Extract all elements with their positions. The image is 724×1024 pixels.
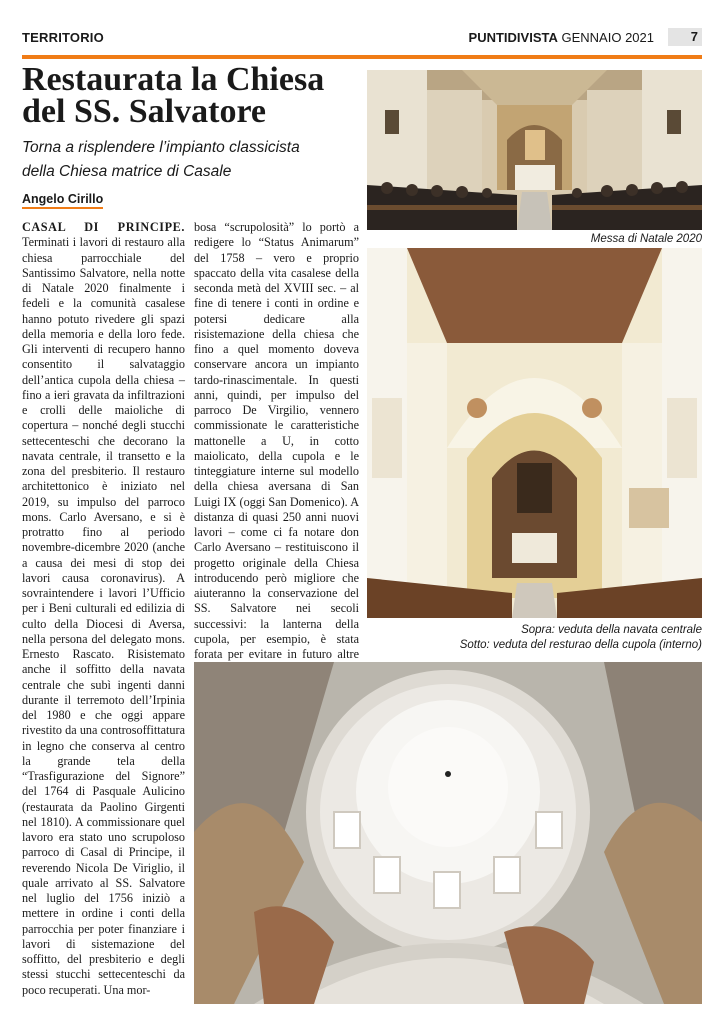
issue-date: GENNAIO 2021 (561, 30, 654, 45)
page-number: 7 (668, 28, 702, 46)
photo-christmas-mass (367, 70, 702, 230)
publication-info (469, 30, 654, 45)
page-header (22, 28, 702, 48)
article-title (22, 61, 362, 130)
body-column-2: bosa “scrupolosità” lo portò a redigere lo “Status Animarum” del 1758 – vero e proprio spaccato della vita casalese della seconda metà del XVIII sec. – al fine di tenere i conti in ordine e potersi dedicare alla risistemazione della chiesa che fino a quel momento doveva conservare ancora un impianto tardo-rinascimentale. In questi anni, quindi, per impulso del parroco De Virgilio, vennero commissionate le caratteristiche mattonelle a U, in cotto maiolicato, della cupola e le tinteggiature interne sul modello della chiesa aversana di San Luigi IX (oggi San Domenico). A distanza di quasi 250 anni nuovi lavori – come ci fa notare don Carlo Aversano – restituiscono il progetto originale della Chiesa introducendo però migliore che aiuteranno la conservazione del SS. Salvatore nei secoli successivi: la lanterna della cupola, per esempio, è stata forata per evitare in futuro altre (194, 220, 359, 661)
caption-dome: Sotto: veduta del resturao della cupola (interno) (459, 639, 702, 651)
caption-christmas-mass: Messa di Natale 2020 (590, 233, 702, 245)
publication-name: PUNTIDIVISTA (468, 30, 558, 45)
title-line-1: Restaurata la Chiesa (22, 61, 325, 98)
body-column-1 (22, 220, 185, 1000)
caption-nave-dome (460, 623, 702, 653)
body-text-1: Terminati i lavori di restauro alla chiesa parrocchiale del Santissimo Salvatore, nella notte di Natale 2020 finalmente i fedeli e la comunità casalese hanno potuto rivedere gli spazi della memoria e della loro fede. Gli interventi di recupero hanno consentito il salvataggio dell’antica cupola della chiesa – fino a ieri gravata da infiltrazioni e crolli delle maioliche di copertura – nonché degli stucchi settecenteschi che decorano la navata centrale, il transetto e la zona del presbiterio. Il restauro architettonico è iniziato nel 2019, su impulso del parroco mons. Carlo Aversano, e si è protratto fino al periodo novembre-dicembre 2020 (anche a causa dei mesi di stop dei lavori causa coronavirus). A sovraintendere i lavori l’Ufficio per i Beni culturali ed edilizia di culto della Diocesi di Aversa, nella persona del delegato mons. Ernesto Rascato. Risistemato anche il soffitto della navata centrale che subì ingenti danni durante il terremoto dell’Irpinia del 1980 e che oggi appare rivestito da una controsoffittatura in legno che conserva al centro la grande tela della “Trasfigurazione del Signore” del 1764 di Pasquale Aulicino (restaurata da Paolino Girgenti nel 1810). A commissionare quel lavoro era stato uno scrupoloso parroco di Casal di Principe, il reverendo Nicola De Viriglio, il quale arrivato al SS. Salvatore nel luglio del 1756 iniziò a mettere in ordine i conti della parrocchia per poter finanziare i lavori di sistemazione del soffitto, del presbiterio e degli stessi stucchi settecenteschi da poco recuperati. Una mor- (22, 235, 185, 997)
header-rule (22, 55, 702, 59)
subtitle-line-1: Torna a risplendere l’impianto classicista (22, 139, 300, 156)
subtitle-line-2: della Chiesa matrice di Casale (22, 163, 232, 180)
article-author: Angelo Cirillo (22, 192, 103, 209)
article-subtitle (22, 136, 362, 184)
photo-dome-interior (194, 662, 702, 1004)
section-label: TERRITORIO (22, 30, 104, 45)
caption-nave: Sopra: veduta della navata centrale (521, 624, 702, 636)
title-line-2: del SS. Salvatore (22, 93, 267, 130)
article-dateline: CASAL DI PRINCIPE. (22, 220, 185, 234)
photo-nave (367, 248, 702, 618)
